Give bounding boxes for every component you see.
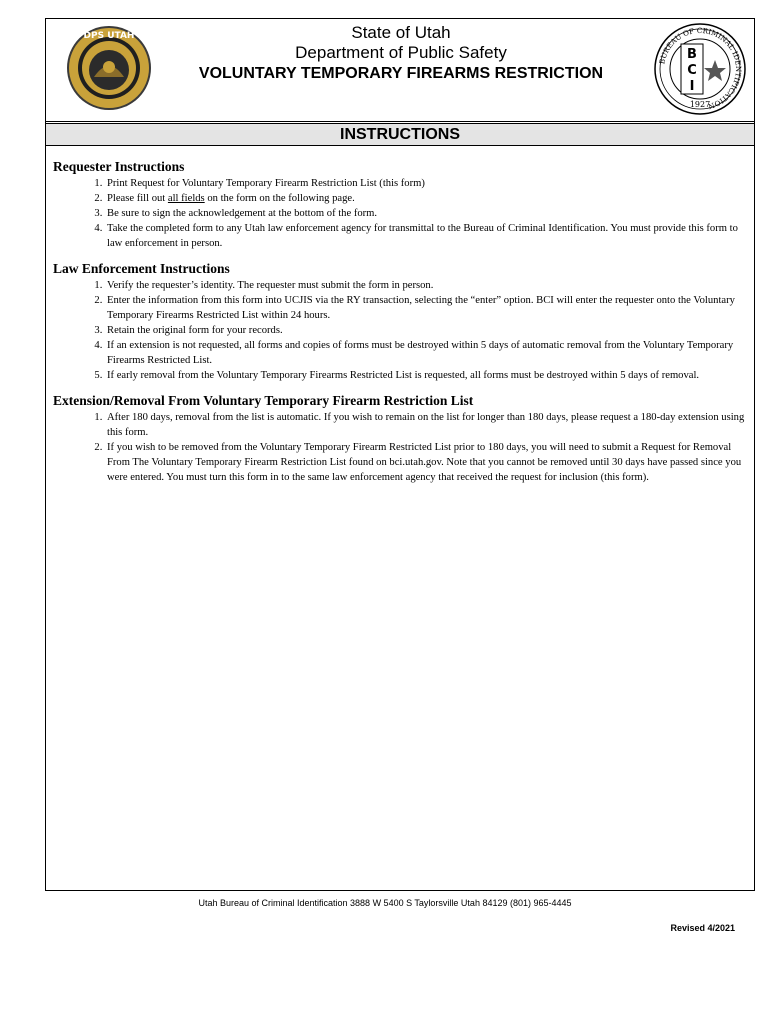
department-title: Department of Public Safety <box>295 43 507 62</box>
bci-letter-b: B <box>687 47 697 62</box>
bci-letter-c: C <box>687 63 697 78</box>
form-header <box>46 19 754 121</box>
list-item: 1. Print Request for Voluntary Temporary Firearm Restriction List (this form) <box>105 176 749 191</box>
requester-heading: Requester Instructions <box>53 159 185 174</box>
list-item: 1. Verify the requester’s identity. The requester must submit the form in person. <box>105 278 749 293</box>
revised-date: Revised 4/2021 <box>670 923 735 933</box>
bci-seal-ring-text: BUREAU OF CRIMINAL IDENTIFICATION <box>657 25 744 111</box>
instructions-content <box>53 158 749 485</box>
list-item: 4. If an extension is not requested, all forms and copies of forms must be destroyed within 5 days of automatic removal from the Voluntary Temporary Firearms Restricted List. <box>105 338 749 368</box>
seal-left-dps-text: DPS UTAH <box>83 31 135 41</box>
bci-seal-logo <box>653 22 747 116</box>
footer-address: Utah Bureau of Criminal Identification 3888 W 5400 S Taylorsville Utah 84129 (801) 965-4445 <box>198 898 572 908</box>
list-item: 5. If early removal from the Voluntary Temporary Firearms Restricted List is requested, all forms must be destroyed within 5 days of removal. <box>105 368 749 383</box>
list-item: 4. Take the completed form to any Utah law enforcement agency for transmittal to the Bureau of Criminal Identification. You must provide this form to law enforcement in person. <box>105 221 749 251</box>
bci-seal-year: 1927 <box>689 100 711 109</box>
bci-letter-i: I <box>689 79 695 94</box>
title-block <box>156 23 646 85</box>
list-item: 3. Retain the original form for your records. <box>105 323 749 338</box>
instructions-bar: INSTRUCTIONS <box>46 124 754 146</box>
list-item: 3. Be sure to sign the acknowledgement at the bottom of the form. <box>105 206 749 221</box>
underlined-text: all fields <box>167 193 205 204</box>
extension-removal-heading: Extension/Removal From Voluntary Temporary Firearm Restriction List <box>53 393 474 408</box>
law-enforcement-list <box>53 278 749 383</box>
list-item: 2. Enter the information from this form into UCJIS via the RY transaction, selecting the “enter” option. BCI will enter the requester onto the Voluntary Temporary Firearms Restricted List within 24 hours. <box>105 293 749 323</box>
list-item: 1. After 180 days, removal from the list is automatic. If you wish to remain on the list for longer than 180 days, please request a 180-day extension using this form. <box>105 410 749 440</box>
form-title: VOLUNTARY TEMPORARY FIREARMS RESTRICTION <box>198 65 604 82</box>
list-item: 2. Please fill out all fields on the form on the following page. <box>105 191 749 206</box>
list-item: 2. If you wish to be removed from the Voluntary Temporary Firearm Restricted List prior to 180 days, you will need to submit a Request for Removal From The Voluntary Temporary Firearm Restriction List found on bci.utah.gov. Note that you cannot be removed until 30 days have passed since you were entered. You must turn this form in to the same law enforcement agency that received the request for inclusion (this form). <box>105 440 749 485</box>
law-enforcement-heading: Law Enforcement Instructions <box>53 261 230 276</box>
state-title: State of Utah <box>351 23 451 42</box>
dps-seal-logo <box>66 25 152 111</box>
requester-list <box>53 176 749 251</box>
form-frame <box>45 18 755 891</box>
extension-removal-list <box>53 410 749 485</box>
